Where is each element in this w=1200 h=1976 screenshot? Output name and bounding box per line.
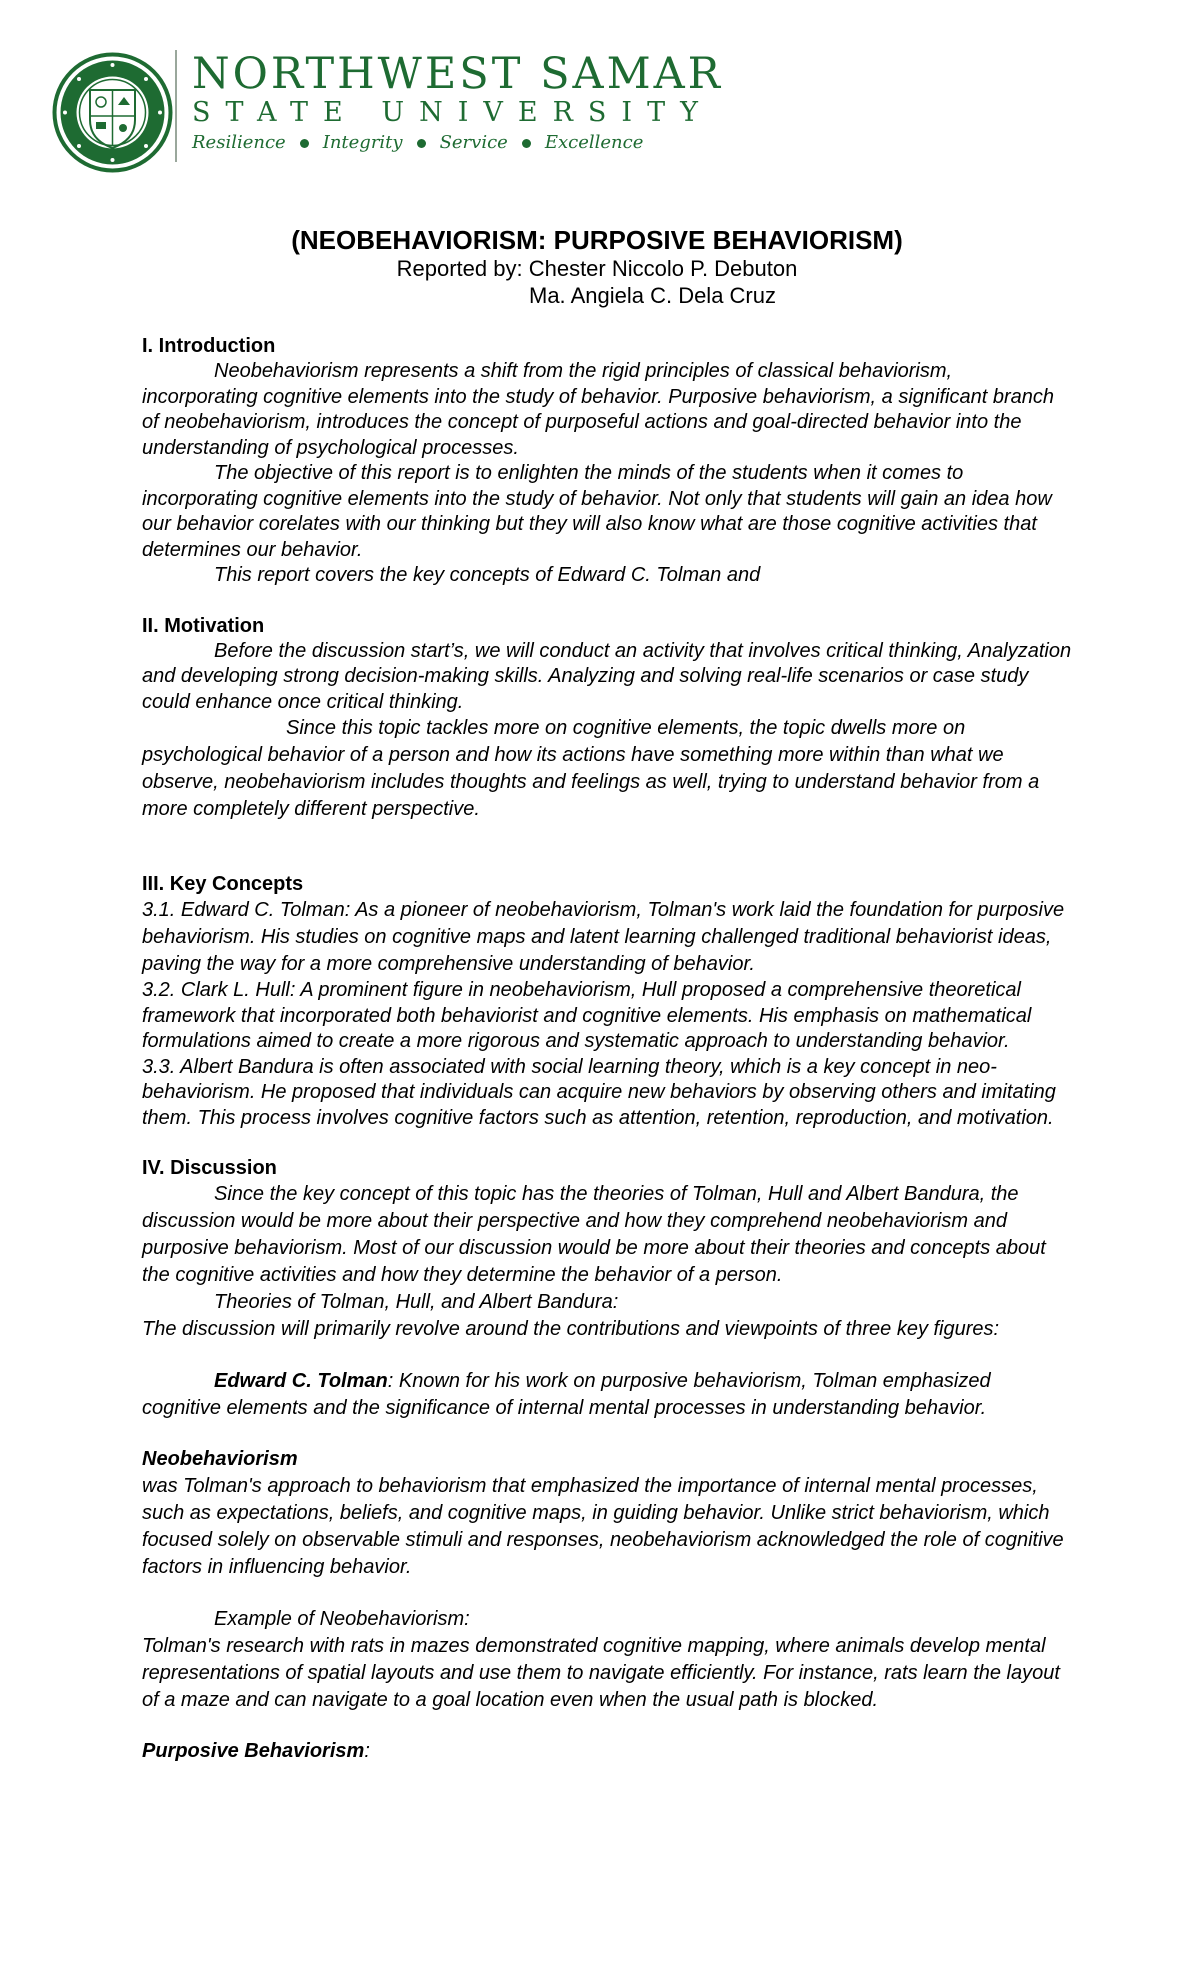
example-label: Example of Neobehaviorism:: [214, 1607, 470, 1630]
letterhead-text: [192, 49, 724, 153]
document-body: [142, 225, 1072, 1764]
discussion-heading: IV. Discussion: [142, 1157, 277, 1179]
introduction-paragraph-3: This report covers the key concepts of Edward C. Tolman and: [214, 564, 761, 586]
introduction-heading: I. Introduction: [142, 335, 276, 357]
discussion-paragraph-1: Since the key concept of this topic has the theories of Tolman, Hull and Albert Bandura, the discussion would be more about their perspective and how they comprehend neobehaviorism and purposive behaviorism. Most of our discussion would be more about their theories and concepts about the cognitive activities and how they determine the behavior of a person.: [142, 1183, 1046, 1286]
letterhead: [50, 49, 724, 170]
university-name-line1: NORTHWEST SAMAR: [192, 49, 724, 99]
reported-by-line: Reported by: Chester Niccolo P. Debuton: [396, 256, 798, 281]
motto-resilience: Resilience: [192, 132, 286, 153]
neobehaviorism-paragraph: was Tolman's approach to behaviorism that emphasized the importance of internal mental processes, such as expectations, beliefs, and cognitive maps, in guiding behavior. Unlike strict behaviorism, which focused solely on observable stimuli and responses, neobehaviorism acknowledged the role of cognitive factors in influencing behavior.: [142, 1474, 1064, 1578]
university-seal-icon: [50, 50, 175, 175]
key-concept-item: 3.3. Albert Bandura is often associated with social learning theory, which is a key concept in neo-behaviorism. He proposed that individuals can acquire new behaviors by observing others and imitating them. This process involves cognitive factors such as attention, retention, reproduction, and motivation.: [142, 1055, 1056, 1129]
bullet-dot-icon: [522, 139, 531, 148]
key-concept-item: 3.2. Clark L. Hull: A prominent figure in neobehaviorism, Hull proposed a comprehensive theoretical framework that incorporated both behaviorist and cognitive elements. His emphasis on mathematical formulations aimed to create a more rigorous and systematic approach to understanding behavior.: [142, 979, 1032, 1052]
motto-service: Service: [439, 132, 508, 153]
motivation-paragraph-1: Before the discussion start’s, we will conduct an activity that involves critical thinking, Analyzation and developing strong decision-making skills. Analyzing and solving real-life scenarios or case study could enhance once critical thinking.: [142, 639, 1072, 713]
example-paragraph: Tolman's research with rats in mazes demonstrated cognitive mapping, where animals develop mental representations of spatial layouts and use them to navigate efficiently. For instance, rats learn the layout of a maze and can navigate to a goal location even when the usual path is blocked.: [142, 1634, 1060, 1711]
motto-row: [192, 132, 723, 153]
tolman-name: Edward C. Tolman: [214, 1370, 388, 1392]
key-concept-item: 3.1. Edward C. Tolman: As a pioneer of neobehaviorism, Tolman's work laid the foundation for purposive behaviorism. His studies on cognitive maps and latent learning challenged traditional behaviorist ideas, paving the way for a more comprehensive understanding of behavior.: [142, 899, 1065, 975]
neobehaviorism-heading: Neobehaviorism: [142, 1448, 298, 1470]
discussion-paragraph-2: The discussion will primarily revolve around the contributions and viewpoints of three key figures:: [142, 1318, 1000, 1340]
purposive-behaviorism-line: [142, 1739, 1072, 1765]
motivation-paragraph-2: Since this topic tackles more on cognitive elements, the topic dwells more on psychological behavior of a person and how its actions have something more within than what we observe, neobehaviorism includes thoughts and feelings as well, trying to understand behavior from a more completely different perspective.: [142, 717, 1040, 820]
bullet-dot-icon: [300, 139, 309, 148]
motivation-heading: II. Motivation: [142, 614, 265, 637]
second-reporter-line: Ma. Angiela C. Dela Cruz: [529, 283, 776, 308]
letterhead-divider: [175, 50, 177, 162]
purposive-behaviorism-heading: Purposive Behaviorism: [142, 1739, 365, 1762]
key-concepts-heading: III. Key Concepts: [142, 873, 304, 895]
bullet-dot-icon: [417, 139, 426, 148]
introduction-paragraph-2: The objective of this report is to enlighten the minds of the students when it comes to incorporating cognitive elements into the study of behavior. Not only that students will gain an idea how our behavior corelates with our thinking but they will also know what are those cognitive activities that determines our behavior.: [142, 462, 1052, 561]
theories-label: Theories of Tolman, Hull, and Albert Bandura:: [214, 1291, 619, 1313]
motto-integrity: Integrity: [322, 132, 403, 153]
document-title: (NEOBEHAVIORISM: PURPOSIVE BEHAVIORISM): [291, 225, 903, 255]
introduction-paragraph-1: Neobehaviorism represents a shift from the rigid principles of classical behaviorism, incorporating cognitive elements into the study of behavior. Purposive behaviorism, a significant branch of neobehaviorism, introduces the concept of purposeful actions and goal-directed behavior into the understanding of psychological processes.: [142, 360, 1054, 459]
tolman-text: : Known for his work on purposive behaviorism, Tolman emphasized cognitive elements and the significance of internal mental processes in understanding behavior.: [142, 1370, 991, 1419]
university-name-line2: STATE UNIVERSITY: [192, 97, 713, 128]
purposive-colon: :: [364, 1739, 370, 1762]
motto-excellence: Excellence: [544, 132, 644, 153]
tolman-paragraph: [142, 1368, 1072, 1422]
